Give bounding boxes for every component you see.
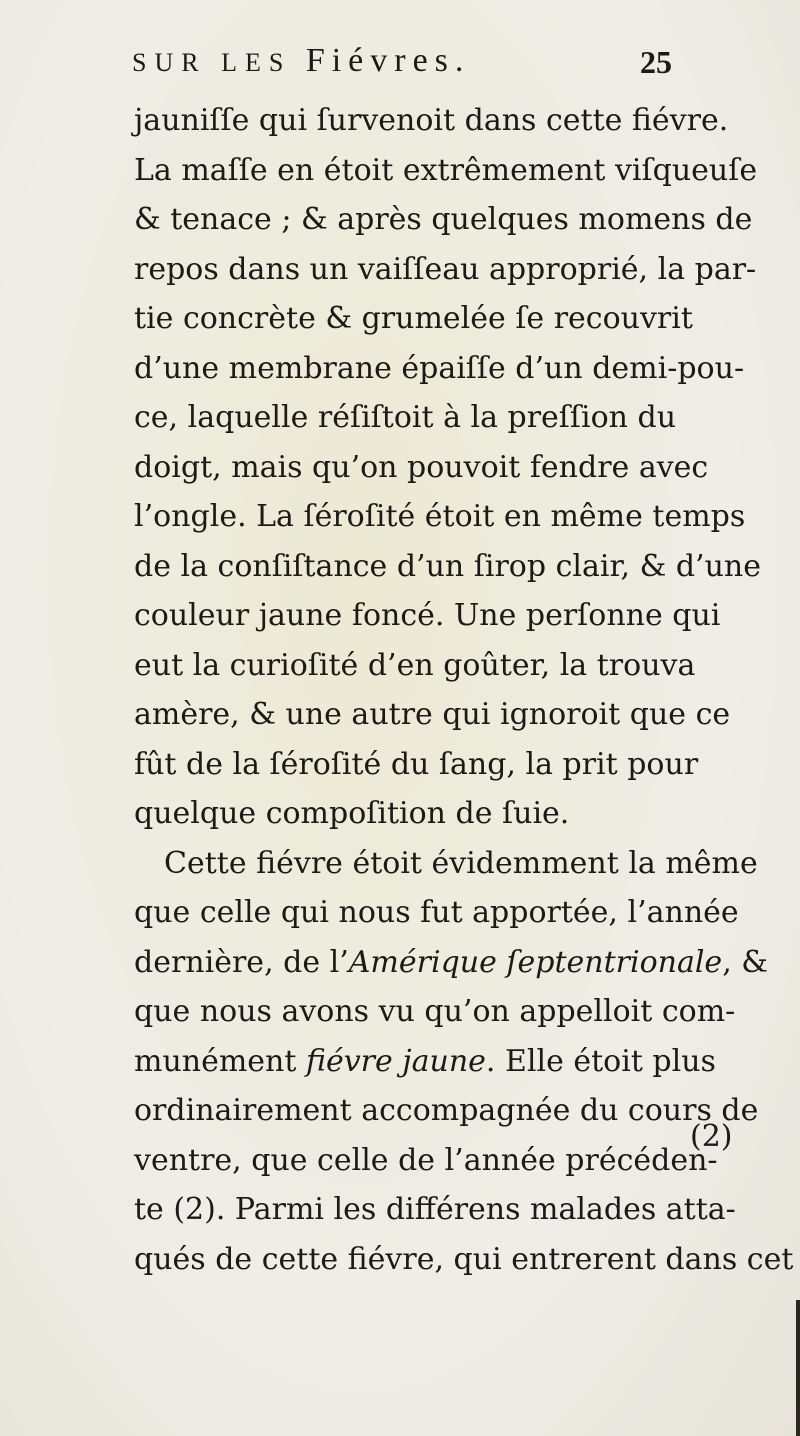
- text-line: Cette fiévre étoit évidemment la même: [164, 845, 758, 881]
- text-line: [134, 938, 768, 988]
- text-line: ordinairement accompagnée du cours de: [134, 1093, 759, 1128]
- page-number: 25: [640, 44, 672, 80]
- text-fragment: . Elle étoit plus: [485, 1043, 716, 1079]
- text-line: que celle qui nous fut apportée, l’année: [134, 895, 739, 930]
- text-line: fût de la ſéroſité du ſang, la prit pour: [134, 746, 699, 782]
- text-line: amère, & une autre qui ignoroit que ce: [134, 697, 731, 732]
- footnote-reference: (2): [690, 1119, 733, 1154]
- text-line: ventre, que celle de l’année précéden-: [134, 1142, 718, 1178]
- text-line: repos dans un vaiſſeau approprié, la par-: [134, 251, 757, 287]
- running-head-prefix: SUR LES: [132, 48, 306, 77]
- text-line: La maſſe en étoit extrêmement viſqueuſe: [134, 152, 758, 188]
- text-line: que nous avons vu qu’on appelloit com-: [134, 994, 736, 1029]
- italic-term: fiévre jaune: [305, 1043, 486, 1079]
- text-line: qués de cette fiévre, qui entrerent dans cet: [134, 1241, 794, 1277]
- italic-place-name: Amérique ſeptentrionale: [348, 944, 723, 980]
- paragraph-1: [134, 96, 761, 839]
- text-line: quelque compoſition de ſuie.: [134, 796, 570, 831]
- text-line: te (2). Parmi les différens malades atta-: [134, 1192, 736, 1227]
- text-fragment: munément: [134, 1043, 306, 1079]
- text-line: jauniſſe qui ſurvenoit dans cette fiévre.: [134, 103, 729, 138]
- text-line: couleur jaune foncé. Une perſonne qui: [134, 598, 721, 633]
- running-head: [132, 42, 470, 80]
- text-line: doigt, mais qu’on pouvoit fendre avec: [134, 449, 709, 485]
- running-head-title: Fiévres.: [305, 42, 471, 79]
- text-line: & tenace ; & après quelques momens de: [134, 202, 753, 237]
- text-line: de la conſiſtance d’un ſirop clair, & d’une: [134, 548, 761, 584]
- text-line: tie concrète & grumelée ſe recouvrit: [134, 301, 693, 336]
- text-fragment: dernière, de l’: [134, 944, 349, 980]
- text-line: d’une membrane épaiſſe d’un demi-pou-: [134, 350, 745, 386]
- text-fragment: , &: [722, 944, 768, 980]
- page-header: [132, 42, 672, 86]
- text-line: [134, 1037, 716, 1087]
- paragraph-2: [134, 839, 794, 1285]
- text-line: l’ongle. La ſéroſité étoit en même temps: [134, 499, 746, 534]
- text-line: ce, laquelle réſiſtoit à la preſſion du: [134, 400, 677, 435]
- body-text: [134, 96, 794, 1284]
- page-edge-shadow: [796, 1300, 800, 1436]
- text-line: eut la curioſité d’en goûter, la trouva: [134, 647, 696, 683]
